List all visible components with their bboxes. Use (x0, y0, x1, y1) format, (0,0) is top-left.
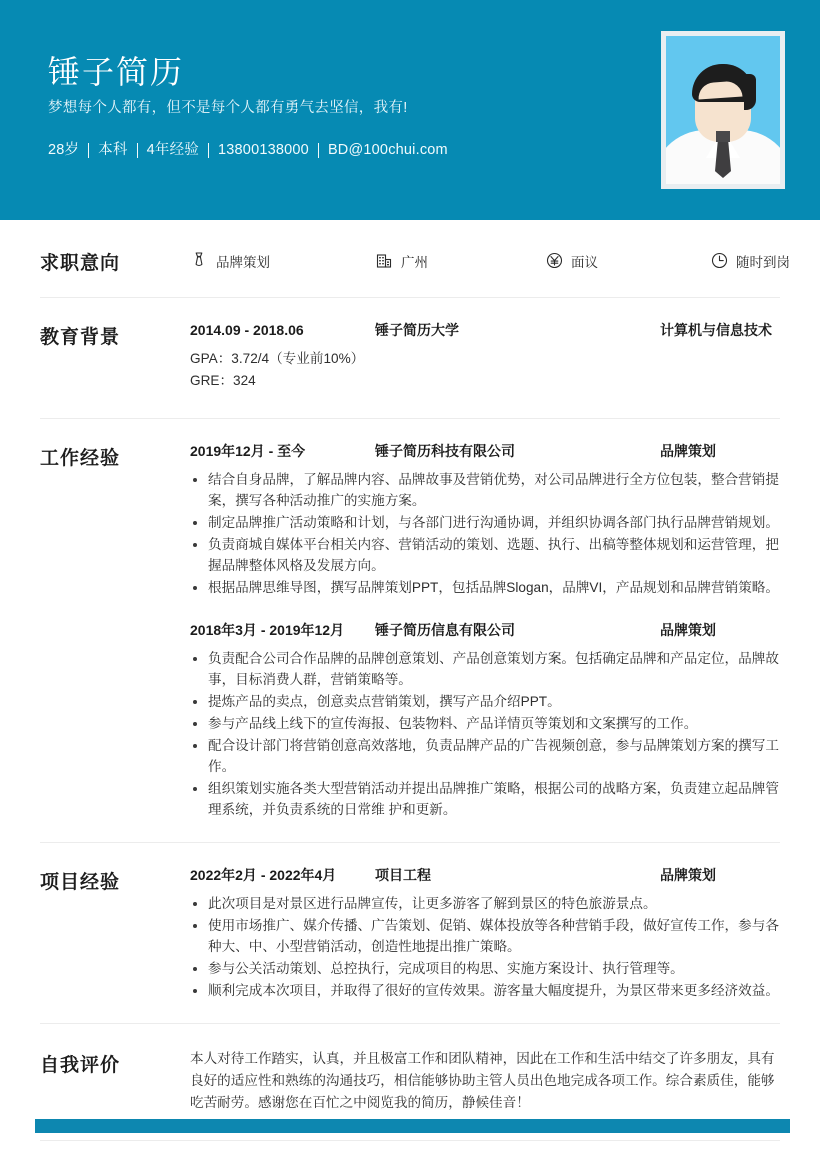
section-project-experience (0, 843, 820, 1024)
list-item: 顺利完成本次项目，并取得了很好的宣传效果。游客量大幅度提升，为景区带来更多经济效益。 (190, 980, 780, 1001)
candidate-slogan: 梦想每个人都有，但不是每个人都有勇气去坚信，我有! (48, 100, 408, 116)
list-item: 负责配合公司合作品牌的品牌创意策划、产品创意策划方案。包括确定品牌和产品定位，品牌故事，目标消费人群，营销策略等。 (190, 648, 780, 690)
education-gpa: GPA：3.72/4（专业前10%） (190, 351, 365, 366)
work-company: 锤子简历信息有限公司 (375, 622, 515, 638)
list-item: 提炼产品的卖点，创意卖点营销策划，撰写产品介绍PPT。 (190, 691, 780, 712)
intent-label-city: 广州 (401, 254, 428, 270)
work-entry (190, 620, 780, 820)
header-text-block (48, 52, 608, 160)
candidate-name: 锤子简历 (48, 54, 185, 90)
section-education (0, 298, 820, 419)
meta-divider (88, 143, 89, 158)
list-item: 此次项目是对景区进行品牌宣传，让更多游客了解到景区的特色旅游景点。 (190, 893, 780, 914)
avatar-tie-shape (715, 140, 731, 178)
work-role: 品牌策划 (660, 622, 716, 638)
intent-item-position (190, 251, 375, 271)
intent-item-city (375, 251, 545, 271)
list-item: 使用市场推广、媒介传播、广告策划、促销、媒体投放等各种营销手段，做好宣传工作，参与各种大、中、小型营销活动，创造性地提出推广策略。 (190, 915, 780, 957)
project-bullet-list (190, 893, 780, 1001)
candidate-meta (48, 140, 608, 160)
work-bullet-list (190, 648, 780, 820)
education-date: 2014.09 - 2018.06 (190, 322, 304, 338)
job-intention-row (190, 251, 790, 271)
clock-icon (710, 252, 728, 270)
meta-email: BD@100chui.com (327, 142, 448, 158)
avatar-tie-knot-shape (716, 131, 730, 142)
project-entry (190, 865, 780, 1001)
meta-phone: 13800138000 (218, 142, 309, 158)
intent-label-salary: 面议 (571, 254, 598, 270)
meta-education: 本科 (98, 142, 128, 158)
self-evaluation-text: 本人对待工作踏实，认真，并且极富工作和团队精神，因此在工作和生活中结交了许多朋友，具有良好的适应性和熟练的沟通技巧，相信能够协助主管人员出色地完成各项工作。综合素质佳，能够吃苦耐劳。感谢您在百忙之中阅览我的简历，静候佳音！ (190, 1051, 775, 1110)
education-major: 计算机与信息技术 (660, 322, 772, 338)
building-icon (375, 252, 393, 270)
work-entry (190, 441, 780, 598)
section-job-intention (0, 220, 820, 298)
section-work-experience (0, 419, 820, 843)
list-item: 组织策划实施各类大型营销活动并提出品牌推广策略，根据公司的战略方案，负责建立起品牌管理系统，并负责系统的日常维 护和更新。 (190, 778, 780, 820)
meta-age: 28岁 (48, 142, 80, 158)
education-school: 锤子简历大学 (375, 322, 459, 338)
avatar-hair-shape (692, 64, 754, 102)
necktie-icon (190, 252, 208, 270)
list-item: 根据品牌思维导图，撰写品牌策划PPT，包括品牌Slogan，品牌VI，产品规划和品牌营销策略。 (190, 577, 780, 598)
meta-experience: 4年经验 (146, 142, 200, 158)
education-entry (190, 320, 780, 392)
list-item: 参与产品线上线下的宣传海报、包装物料、产品详情页等策划和文案撰写的工作。 (190, 713, 780, 734)
work-entry-head (190, 620, 780, 640)
intent-label-availability: 随时到岗 (736, 254, 790, 270)
section-title-self-evaluation: 自我评价 (40, 1055, 121, 1076)
work-entry-head (190, 441, 780, 461)
education-gre: GRE：324 (190, 373, 256, 388)
section-title-work-experience: 工作经验 (40, 448, 121, 469)
intent-label-position: 品牌策划 (216, 254, 270, 270)
section-title-project-experience: 项目经验 (40, 872, 121, 893)
intent-item-availability (710, 251, 790, 271)
resume-content (0, 220, 820, 1141)
meta-divider (208, 143, 209, 158)
list-item: 结合自身品牌，了解品牌内容、品牌故事及营销优势，对公司品牌进行全方位包装，整合营销提案，撰写各种活动推广的实施方案。 (190, 469, 780, 511)
project-entry-head (190, 865, 780, 885)
list-item: 负责商城自媒体平台相关内容、营销活动的策划、选题、执行、出稿等整体规划和运营管理，把握品牌整体风格及发展方向。 (190, 534, 780, 576)
education-entry-head (190, 320, 780, 340)
avatar (661, 31, 785, 189)
project-date: 2022年2月 - 2022年4月 (190, 867, 337, 883)
work-bullet-list (190, 469, 780, 598)
work-date: 2018年3月 - 2019年12月 (190, 622, 345, 638)
section-title-education: 教育背景 (40, 327, 121, 348)
intent-item-salary (545, 251, 710, 271)
work-date: 2019年12月 - 至今 (190, 443, 306, 459)
project-role: 品牌策划 (660, 867, 716, 883)
resume-header (0, 0, 820, 220)
yen-circle-icon (545, 252, 563, 270)
meta-divider (137, 143, 138, 158)
list-item: 参与公关活动策划、总控执行，完成项目的构思、实施方案设计、执行管理等。 (190, 958, 780, 979)
work-role: 品牌策划 (660, 443, 716, 459)
work-company: 锤子简历科技有限公司 (375, 443, 515, 459)
footer-accent-bar (35, 1119, 790, 1133)
list-item: 制定品牌推广活动策略和计划，与各部门进行沟通协调，并组织协调各部门执行品牌营销规划。 (190, 512, 780, 533)
avatar-photo (666, 36, 780, 184)
list-item: 配合设计部门将营销创意高效落地，负责品牌产品的广告视频创意，参与品牌策划方案的撰写工作。 (190, 735, 780, 777)
project-name: 项目工程 (375, 867, 431, 883)
meta-divider (318, 143, 319, 158)
section-title-job-intention: 求职意向 (40, 253, 121, 274)
